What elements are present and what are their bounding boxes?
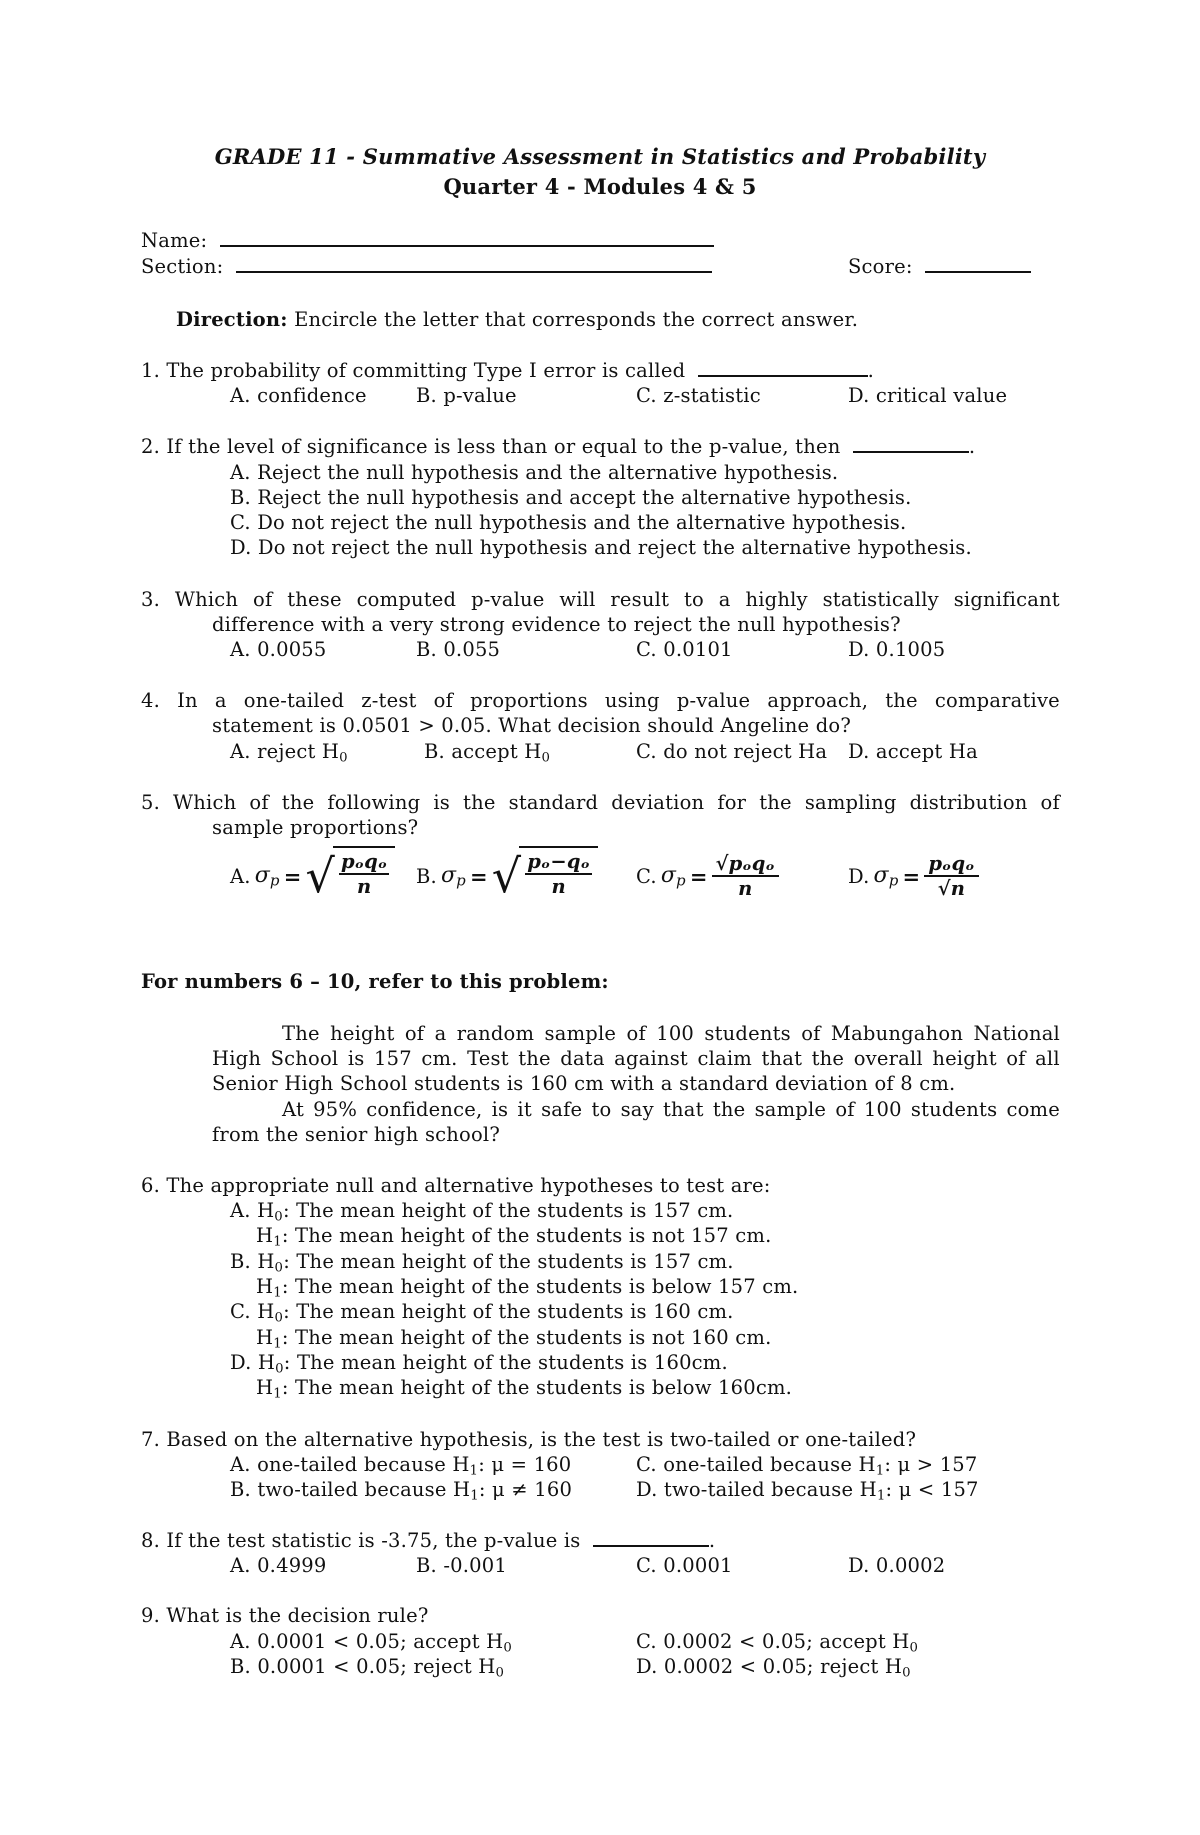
option-text: B. two-tailed because H: [230, 1478, 471, 1501]
word: 4.: [141, 689, 161, 712]
subscript: 0: [495, 1665, 505, 1681]
subscript: 0: [274, 1209, 283, 1225]
equals-sign: =: [283, 863, 302, 889]
option-text: A. 0.0001 < 0.05; accept H: [230, 1630, 504, 1653]
word: sampling: [804, 791, 897, 814]
q7-option-d[interactable]: [636, 1477, 979, 1508]
word: the: [712, 1098, 746, 1121]
word: is: [491, 1098, 509, 1121]
word: the: [518, 1047, 551, 1070]
hyp-prefix: H: [256, 1224, 274, 1247]
name-blank[interactable]: [220, 229, 714, 247]
word: of: [433, 689, 454, 712]
question-2-stem: [141, 434, 975, 459]
fraction: [712, 852, 779, 900]
q1-option-b[interactable]: B. p-value: [416, 384, 517, 407]
subscript: 1: [470, 1488, 479, 1504]
word: standard: [508, 791, 599, 814]
word: comparative: [934, 689, 1060, 712]
denominator: n: [356, 875, 372, 898]
problem-line-1: [282, 1021, 1060, 1046]
q3-option-b[interactable]: B. 0.055: [416, 638, 501, 661]
denominator: n: [738, 877, 753, 900]
q5-option-b[interactable]: [416, 846, 598, 906]
word: sample: [754, 1098, 827, 1121]
q1-option-d[interactable]: D. critical value: [848, 384, 1008, 407]
sigma-symbol: [661, 863, 686, 890]
option-letter: A.: [230, 864, 251, 888]
section-field: [141, 254, 712, 279]
option-text: C. 0.0002 < 0.05; accept H: [636, 1630, 910, 1653]
option-letter: C.: [636, 864, 657, 888]
q5-option-c[interactable]: [636, 852, 779, 900]
subscript: 0: [274, 1260, 284, 1276]
option-text: D. two-tailed because H: [636, 1478, 877, 1501]
hyp-text: : The mean height of the students is below 157 cm.: [281, 1275, 799, 1298]
option-letter: B.: [416, 864, 437, 888]
q4-option-b[interactable]: [424, 739, 550, 770]
radical: [492, 846, 598, 906]
problem-line-2: [212, 1046, 1060, 1071]
hyp-prefix: H: [256, 1326, 274, 1349]
question-1-end: .: [867, 359, 875, 382]
word: all: [1035, 1047, 1060, 1070]
word: say: [620, 1098, 654, 1121]
question-8-text: 8. If the test statistic is -3.75, the p-value is: [141, 1529, 581, 1552]
radical-body: [519, 846, 598, 906]
question-7-stem: 7. Based on the alternative hypothesis, is the test is two-tailed or one-tailed?: [141, 1428, 917, 1451]
question-1-text: 1. The probability of committing Type I error is called: [141, 359, 686, 382]
word: students: [910, 1098, 998, 1121]
option-letter: D.: [848, 864, 870, 888]
name-field: [141, 228, 714, 253]
word: 100: [863, 1098, 902, 1121]
word: deviation: [611, 791, 705, 814]
denominator: n: [551, 875, 566, 898]
word: height: [330, 1022, 395, 1045]
problem-line-4: [282, 1097, 1060, 1122]
sigma-symbol: [255, 863, 280, 890]
question-9-stem: 9. What is the decision rule?: [141, 1604, 429, 1627]
word: the: [463, 791, 496, 814]
word: sample: [544, 1022, 617, 1045]
radical-sign: √: [305, 849, 335, 903]
word: p-value: [471, 588, 545, 611]
option-text: A. reject H: [230, 740, 340, 763]
word: a: [214, 689, 227, 712]
hyp-text: : The mean height of the students is not 160 cm.: [281, 1326, 772, 1349]
direction-label: Direction:: [176, 308, 288, 331]
hyp-text: : The mean height of the students is 157 cm.: [283, 1250, 734, 1273]
word: is: [433, 791, 451, 814]
numerator: pₒ−qₒ: [527, 850, 591, 873]
q5-option-a[interactable]: [230, 846, 395, 906]
subscript: 0: [909, 1640, 919, 1656]
word: overall: [853, 1047, 923, 1070]
word: cm.: [421, 1047, 458, 1070]
q8-option-c[interactable]: C. 0.0001: [636, 1554, 733, 1577]
hyp-prefix: D. H: [230, 1351, 276, 1374]
radical-sign: √: [491, 849, 522, 903]
numerator: pₒqₒ: [924, 852, 978, 877]
equals-sign: =: [469, 863, 488, 889]
page-subtitle: Quarter 4 - Modules 4 & 5: [443, 174, 757, 199]
word: following: [327, 791, 421, 814]
question-5-stem-line2: sample proportions?: [212, 816, 419, 839]
subscript-p: p: [676, 871, 686, 890]
word: Mabungahon: [830, 1022, 964, 1045]
score-blank[interactable]: [925, 255, 1031, 273]
word: a: [434, 1022, 447, 1045]
question-1-blank[interactable]: [698, 359, 868, 377]
equals-sign: =: [902, 863, 921, 889]
word: against: [614, 1047, 688, 1070]
sigma-symbol: [441, 863, 466, 890]
subscript: 0: [902, 1665, 911, 1681]
word: to: [683, 588, 704, 611]
word: safe: [541, 1098, 583, 1121]
option-rel: : μ > 157: [884, 1453, 978, 1476]
question-3-stem-line2: difference with a very strong evidence to reject the null hypothesis?: [212, 613, 901, 636]
direction: [176, 307, 858, 332]
word: the: [811, 1047, 845, 1070]
word: one-tailed: [243, 689, 345, 712]
word: the: [885, 689, 918, 712]
word: The: [282, 1022, 320, 1045]
word: Which: [174, 588, 239, 611]
hyp-prefix: A. H: [230, 1199, 275, 1222]
word: p-value: [676, 689, 751, 712]
word: approach,: [767, 689, 869, 712]
subscript: 0: [275, 1361, 284, 1377]
word: confidence,: [366, 1098, 483, 1121]
word: 100: [656, 1022, 695, 1045]
word: statistically: [822, 588, 939, 611]
sigma: σ: [254, 862, 270, 888]
word: z-test: [361, 689, 417, 712]
q3-option-d[interactable]: D. 0.1005: [848, 638, 946, 661]
q5-option-d[interactable]: [848, 852, 979, 900]
option-text: A. one-tailed because H: [230, 1453, 470, 1476]
q8-option-a[interactable]: A. 0.4999: [230, 1554, 327, 1577]
word: distribution: [909, 791, 1028, 814]
hyp-prefix: C. H: [230, 1300, 275, 1323]
question-4-stem-line2: statement is 0.0501 > 0.05. What decision should Angeline do?: [212, 714, 851, 737]
word: is: [347, 1047, 365, 1070]
subscript: 1: [273, 1336, 282, 1352]
word: Test: [467, 1047, 509, 1070]
hyp-text: : The mean height of the students is 160 cm.: [283, 1300, 734, 1323]
hyp-text: : The mean height of the students is not 157 cm.: [281, 1224, 772, 1247]
subscript-p: p: [456, 871, 466, 890]
word: the: [759, 791, 792, 814]
sigma: σ: [660, 862, 677, 888]
question-2-text: 2. If the level of significance is less than or equal to the p-value, then: [141, 435, 841, 458]
question-1-stem: [141, 358, 874, 383]
direction-text: Encircle the letter that corresponds the correct answer.: [287, 308, 859, 331]
word: of: [249, 791, 269, 814]
word: the: [281, 791, 315, 814]
word: significant: [953, 588, 1060, 611]
hyp-text: : The mean height of the students is below 160cm.: [281, 1376, 793, 1399]
word: using: [604, 689, 660, 712]
q8-option-b[interactable]: B. -0.001: [416, 1554, 507, 1577]
subscript: 1: [273, 1285, 282, 1301]
name-label: Name:: [141, 229, 208, 252]
question-2-end: .: [968, 435, 976, 458]
word: 157: [374, 1047, 412, 1070]
word: students: [704, 1022, 791, 1045]
q9-option-d[interactable]: [636, 1654, 911, 1685]
option-rel: : μ < 157: [885, 1478, 979, 1501]
word: these: [287, 588, 342, 611]
word: that: [663, 1098, 704, 1121]
word: come: [1006, 1098, 1060, 1121]
subscript: 1: [273, 1386, 282, 1402]
q4-option-c[interactable]: C. do not reject Ha: [636, 740, 828, 763]
word: a: [718, 588, 731, 611]
option-text: B. 0.0001 < 0.05; reject H: [230, 1655, 496, 1678]
radical: [305, 846, 395, 906]
word: highly: [745, 588, 808, 611]
subscript: 0: [339, 750, 348, 766]
word: of: [1040, 791, 1060, 814]
question-8-blank[interactable]: [593, 1529, 709, 1547]
word: of: [253, 588, 273, 611]
problem-heading: For numbers 6 – 10, refer to this problem:: [141, 970, 609, 993]
numerator: √pₒqₒ: [712, 852, 779, 877]
word: will: [559, 588, 596, 611]
hyp-text: : The mean height of the students is 157 cm.: [282, 1199, 734, 1222]
subscript: 1: [876, 1488, 886, 1504]
word: 5.: [141, 791, 161, 814]
question-5-stem: [141, 790, 1060, 815]
option-rel: : μ = 160: [478, 1453, 572, 1476]
question-3-stem: [141, 587, 1060, 612]
subscript-p: p: [888, 871, 899, 890]
word: In: [177, 689, 198, 712]
q2-option-c[interactable]: C. Do not reject the null hypothesis and the alternative hypothesis.: [230, 511, 907, 534]
word: it: [517, 1098, 532, 1121]
q7-option-b[interactable]: [230, 1477, 572, 1508]
question-8-end: .: [708, 1529, 716, 1552]
problem-line-3: Senior High School students is 160 cm with a standard deviation of 8 cm.: [212, 1072, 956, 1095]
question-6-stem: 6. The appropriate null and alternative hypotheses to test are:: [141, 1174, 771, 1197]
option-rel: : μ ≠ 160: [478, 1478, 573, 1501]
hyp-prefix: H: [256, 1376, 274, 1399]
subscript: 0: [541, 750, 551, 766]
sigma-symbol: [874, 863, 899, 890]
q9-option-b[interactable]: [230, 1654, 504, 1685]
radical-body: [333, 846, 395, 906]
q2-option-a[interactable]: A. Reject the null hypothesis and the alternative hypothesis.: [230, 461, 839, 484]
word: to: [591, 1098, 612, 1121]
sigma: σ: [440, 862, 457, 888]
q1-option-c[interactable]: C. z-statistic: [636, 384, 761, 407]
numerator: pₒqₒ: [341, 850, 388, 873]
word: School: [270, 1047, 339, 1070]
problem-line-5: from the senior high school?: [212, 1123, 500, 1146]
subscript: 0: [503, 1640, 513, 1656]
q3-option-c[interactable]: C. 0.0101: [636, 638, 733, 661]
word: of: [1006, 1047, 1026, 1070]
q6-option-d-h1: [256, 1375, 792, 1406]
q3-option-a[interactable]: A. 0.0055: [230, 638, 327, 661]
question-2-blank[interactable]: [853, 435, 969, 453]
word: High: [212, 1047, 262, 1070]
word: Which: [173, 791, 237, 814]
word: 3.: [141, 588, 161, 611]
fraction: [924, 852, 978, 900]
question-4-stem: [141, 688, 1060, 713]
hyp-text: : The mean height of the students is 160cm.: [283, 1351, 728, 1374]
score-field: [848, 254, 1031, 279]
word: National: [973, 1022, 1060, 1045]
word: 95%: [313, 1098, 358, 1121]
q4-option-a[interactable]: [230, 739, 348, 770]
word: data: [560, 1047, 605, 1070]
option-text: C. one-tailed because H: [636, 1453, 876, 1476]
subscript: 1: [273, 1234, 282, 1250]
option-text: B. accept H: [424, 740, 542, 763]
word: random: [456, 1022, 535, 1045]
word: computed: [356, 588, 457, 611]
hyp-prefix: H: [256, 1275, 274, 1298]
q2-option-b[interactable]: B. Reject the null hypothesis and accept the alternative hypothesis.: [230, 486, 912, 509]
hyp-prefix: B. H: [230, 1250, 275, 1273]
subscript: 1: [469, 1463, 479, 1479]
word: of: [835, 1098, 855, 1121]
section-blank[interactable]: [236, 255, 712, 273]
word: result: [610, 588, 670, 611]
score-label: Score:: [848, 255, 913, 278]
q8-option-d[interactable]: D. 0.0002: [848, 1554, 946, 1577]
subscript: 0: [274, 1310, 284, 1326]
q1-option-a[interactable]: A. confidence: [230, 384, 367, 407]
subscript-p: p: [269, 871, 280, 890]
denominator: √n: [937, 877, 966, 900]
option-text: D. 0.0002 < 0.05; reject H: [636, 1655, 903, 1678]
q2-option-d[interactable]: D. Do not reject the null hypothesis and reject the alternative hypothesis.: [230, 536, 972, 559]
q4-option-d[interactable]: D. accept Ha: [848, 740, 978, 763]
equals-sign: =: [689, 863, 708, 889]
page-title: GRADE 11 - Summative Assessment in Statistics and Probability: [214, 144, 986, 169]
word: that: [761, 1047, 803, 1070]
word: of: [626, 1022, 646, 1045]
section-label: Section:: [141, 255, 224, 278]
word: claim: [697, 1047, 752, 1070]
word: height: [932, 1047, 997, 1070]
word: At: [282, 1098, 304, 1121]
word: of: [801, 1022, 821, 1045]
sigma: σ: [873, 862, 889, 888]
word: proportions: [470, 689, 588, 712]
word: for: [717, 791, 747, 814]
word: of: [404, 1022, 425, 1045]
question-8-stem: [141, 1528, 715, 1553]
subscript: 1: [875, 1463, 885, 1479]
